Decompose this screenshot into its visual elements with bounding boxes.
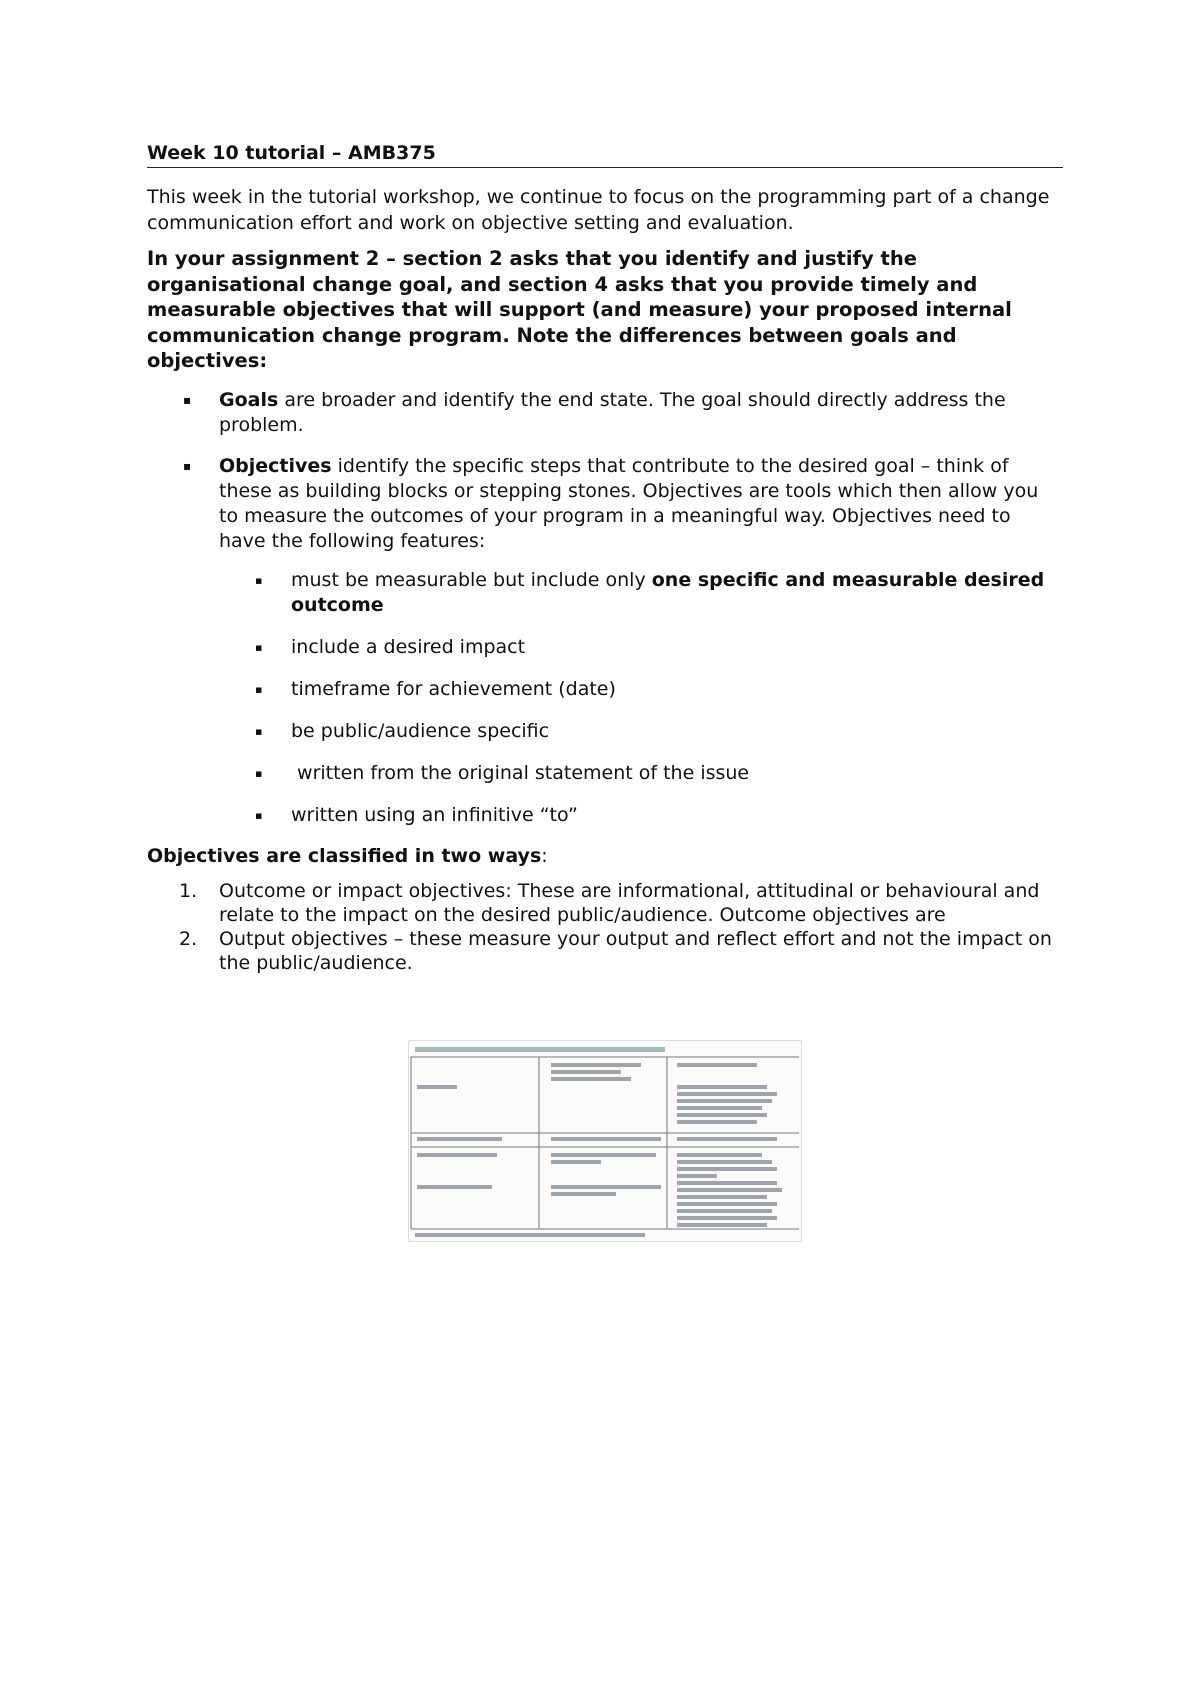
numbered-item — [147, 879, 1063, 927]
bullet-icon: ▪ — [183, 458, 192, 473]
feature-text: written from the original statement of the issue — [291, 761, 750, 784]
list-item-goals — [147, 388, 1063, 438]
features-list — [219, 568, 1063, 828]
page-title: Week 10 tutorial – AMB375 — [147, 142, 1063, 168]
intro-paragraph: This week in the tutorial workshop, we continue to focus on the programming part of a change communication effort and work on objective setting and evaluation. — [147, 186, 1050, 234]
feature-item — [219, 635, 1063, 660]
bullet-icon: ▪ — [255, 640, 263, 654]
item-text: Output objectives – these measure your output and reflect effort and not the impact on the public/audience. — [219, 927, 1052, 974]
item-number: 2. — [179, 927, 198, 950]
objectives-term: Objectives — [219, 454, 332, 477]
bullet-icon: ▪ — [255, 724, 263, 738]
feature-text: written using an infinitive “to” — [291, 803, 578, 826]
feature-item — [219, 677, 1063, 702]
feature-item — [219, 761, 1063, 786]
goals-term: Goals — [219, 388, 279, 411]
classified-heading — [147, 844, 1063, 869]
objectives-text: identify the specific steps that contribute to the desired goal – think of these as building blocks or stepping stones. Objectives are tools which then allow you to measure the outcomes of your program in a meaningful way. Objectives need to have the following features: — [219, 454, 1039, 552]
bullet-icon: ▪ — [255, 808, 263, 822]
classified-suffix: : — [541, 844, 548, 867]
feature-item — [219, 719, 1063, 744]
assignment-note: In your assignment 2 – section 2 asks that you identify and justify the organisational change goal, and section 4 asks that you provide timely and measurable objectives that will support (and measure) your proposed internal communication change program. Note the differences between goals and objectives: — [147, 247, 1012, 372]
classified-bold: Objectives are classified in two ways — [147, 844, 542, 867]
feature-item — [219, 803, 1063, 828]
bullet-icon: ▪ — [255, 682, 263, 696]
feature-text: include a desired impact — [291, 635, 526, 658]
feature-text-bold: one specific and measurable desired outcome — [291, 568, 1045, 616]
bullet-icon: ▪ — [255, 766, 263, 780]
feature-text: must be measurable but include only — [291, 568, 652, 591]
item-text: Outcome or impact objectives: These are informational, attitudinal or behavioural and relate to the impact on the desired public/audience. Outcome objectives are — [219, 879, 1040, 926]
numbered-list — [147, 879, 1063, 975]
bullet-icon: ▪ — [183, 392, 192, 407]
list-item-objectives — [147, 454, 1063, 828]
feature-text: be public/audience specific — [291, 719, 550, 742]
item-number: 1. — [179, 879, 198, 902]
table-image-graphic — [409, 1041, 801, 1241]
bullet-icon: ▪ — [255, 573, 263, 587]
document-page — [147, 142, 1063, 975]
embedded-table-image — [408, 1040, 802, 1242]
goals-objectives-list — [147, 388, 1063, 828]
goals-text: are broader and identify the end state. The goal should directly address the problem. — [219, 388, 1006, 436]
feature-item — [219, 568, 1063, 618]
numbered-item — [147, 927, 1063, 975]
feature-text: timeframe for achievement (date) — [291, 677, 616, 700]
